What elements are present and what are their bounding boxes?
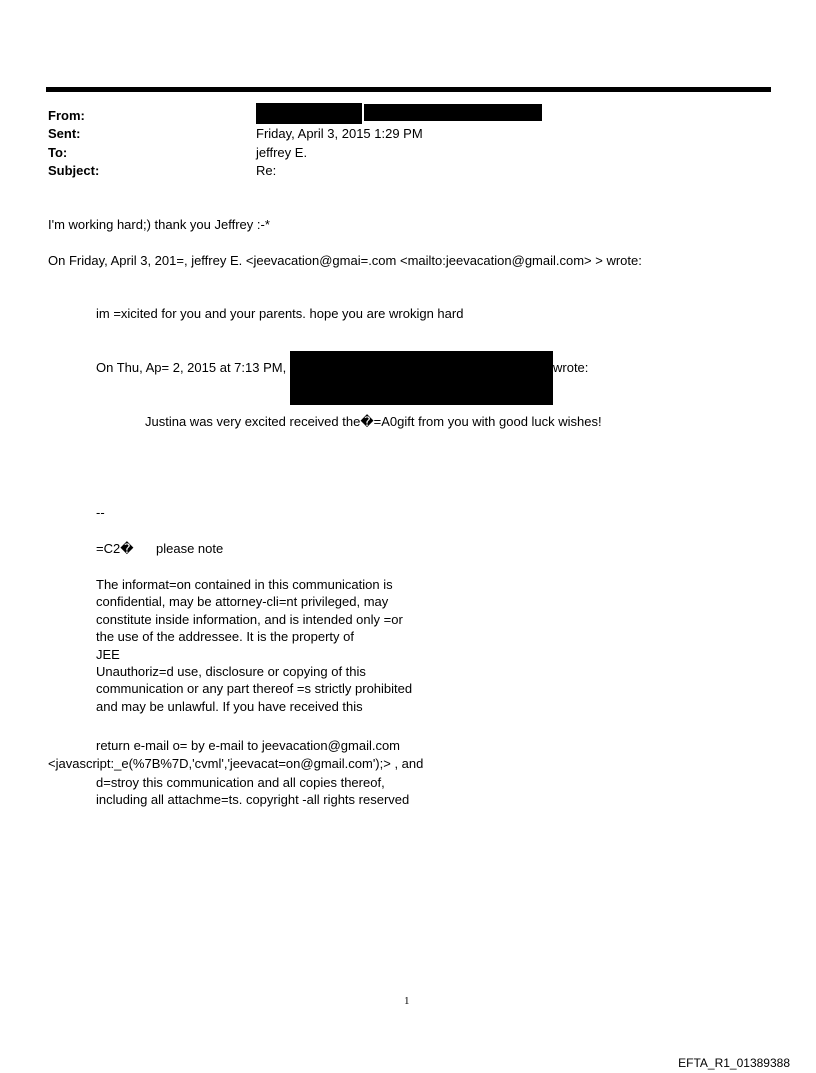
- reply-line: I'm working hard;) thank you Jeffrey :-*: [48, 217, 270, 232]
- quote2-attribution-prefix: On Thu, Ap= 2, 2015 at 7:13 PM,: [96, 360, 287, 375]
- disclaimer-line: the use of the addressee. It is the property of: [96, 629, 354, 645]
- note-prefix: =C2�: [96, 541, 134, 556]
- quote1-text: im =xicited for you and your parents. hope you are wrokign hard: [96, 306, 464, 321]
- subject-value: Re:: [256, 163, 277, 178]
- disclaimer-line: constitute inside information, and is intended only =or: [96, 611, 403, 627]
- sent-label: Sent:: [48, 126, 81, 141]
- return-line: return e-mail o= by e-mail to jeevacation@gmail.com: [96, 738, 401, 753]
- destroy-block: [96, 774, 409, 809]
- to-value: jeffrey E.: [256, 145, 308, 160]
- disclaimer-line: Unauthoriz=d use, disclosure or copying of this: [96, 664, 366, 680]
- javascript-link-line: <javascript:_e(%7B%7D,'cvml','jeevacat=on@gmail.com');> , and: [48, 756, 424, 771]
- signature-dashes: --: [96, 505, 105, 520]
- redaction-from-email: [364, 104, 542, 121]
- quote1-attribution: On Friday, April 3, 201=, jeffrey E. <jeevacation@gmai=.com <mailto:jeevacation@gmail.com> > wrote:: [48, 253, 642, 268]
- document-id: EFTA_R1_01389388: [678, 1056, 790, 1070]
- page-number: 1: [404, 995, 410, 1007]
- quote2-text: Justina was very excited received the�=A0gift from you with good luck wishes!: [145, 414, 602, 429]
- destroy-line: including all attachme=ts. copyright -all rights reserved: [96, 792, 410, 808]
- from-label: From:: [48, 108, 85, 123]
- to-label: To:: [48, 145, 68, 160]
- subject-label: Subject:: [48, 163, 100, 178]
- sent-value: Friday, April 3, 2015 1:29 PM: [256, 126, 423, 141]
- header-rule: [46, 87, 771, 92]
- disclaimer-line: and may be unlawful. If you have received this: [96, 698, 363, 714]
- destroy-line: d=stroy this communication and all copies thereof,: [96, 775, 385, 790]
- redaction-sender: [290, 351, 553, 405]
- disclaimer-line: confidential, may be attorney-cli=nt privileged, may: [96, 594, 389, 610]
- redaction-from-name: [256, 103, 362, 124]
- quote2-attribution-suffix: wrote:: [553, 360, 589, 375]
- disclaimer-block: [96, 576, 412, 715]
- note-text: please note: [156, 541, 224, 556]
- disclaimer-line: communication or any part thereof =s strictly prohibited: [96, 681, 413, 697]
- disclaimer-line: JEE: [96, 646, 120, 662]
- disclaimer-line: The informat=on contained in this communication is: [96, 577, 393, 592]
